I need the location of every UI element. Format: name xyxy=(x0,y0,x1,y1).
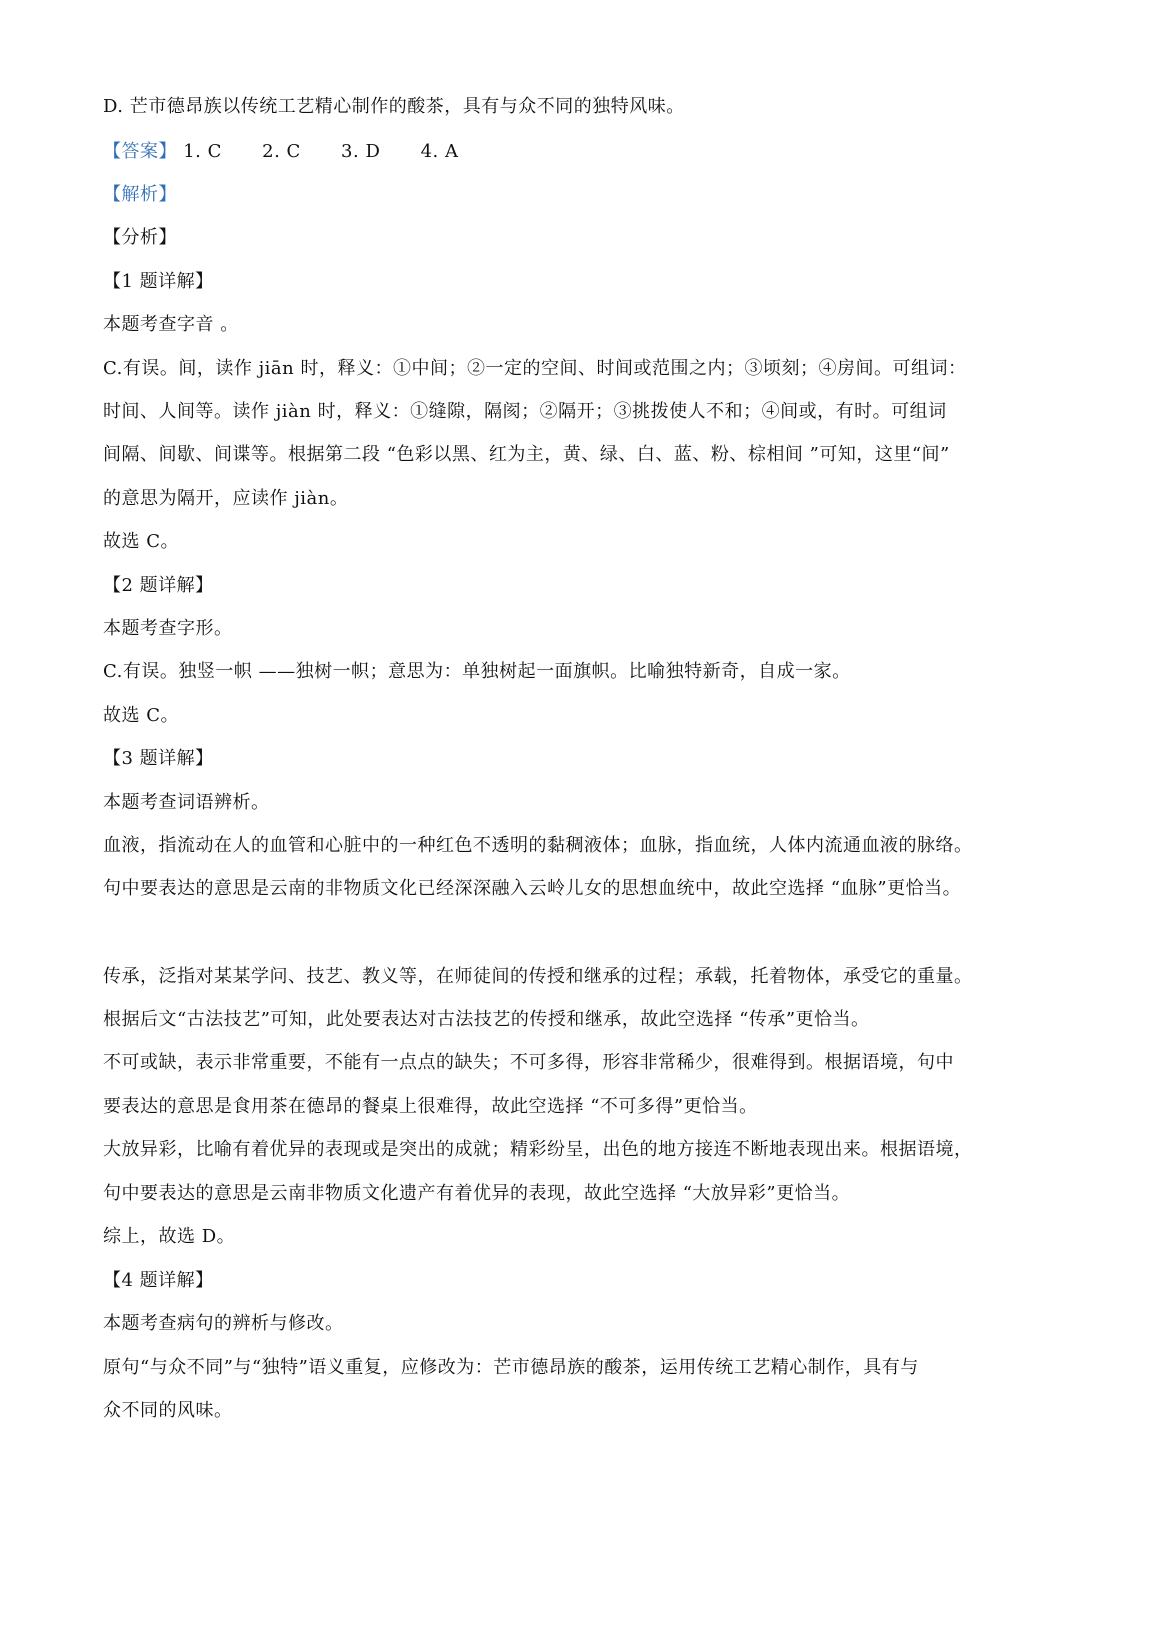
q3-line-9: 句中要表达的意思是云南非物质文化遗产有着优异的表现，故此空选择 “大放异彩”更恰当。 xyxy=(103,1183,851,1204)
answer-line xyxy=(103,140,493,164)
q4-line-3: 众不同的风味。 xyxy=(103,1400,233,1421)
q4-line-2: 原句“与众不同”与“独特”语义重复，应修改为：芒市德昂族的酸茶，运用传统工艺精心制作，具有与 xyxy=(103,1357,919,1378)
q1-line-6: 故选 C。 xyxy=(103,531,179,552)
q3-heading: 【3 题详解】 xyxy=(103,748,214,769)
answer-tag: 【答案】 xyxy=(103,141,177,162)
q1-line-1: 本题考查字音 。 xyxy=(103,314,239,335)
answer-item-3: 3. D xyxy=(341,141,381,162)
q2-heading: 【2 题详解】 xyxy=(103,575,214,596)
q1-heading: 【1 题详解】 xyxy=(103,271,214,292)
q3-line-2: 血液，指流动在人的血管和心脏中的一种红色不透明的黏稠液体；血脉，指血统，人体内流通血液的脉络。 xyxy=(103,835,973,856)
q3-line-6: 不可或缺，表示非常重要，不能有一点点的缺失；不可多得，形容非常稀少，很难得到。根据语境，句中 xyxy=(103,1052,954,1073)
answer-item-1: 1. C xyxy=(183,141,222,162)
q1-line-4: 间隔、间歇、间谍等。根据第二段 “色彩以黑、红为主，黄、绿、白、蓝、粉、棕相间 ”可知，这里“间” xyxy=(103,444,950,465)
q2-line-2: C.有误。独竖一帜 ——独树一帜；意思为：单独树起一面旗帜。比喻独特新奇，自成一家。 xyxy=(103,661,851,682)
analysis-tag: 【解析】 xyxy=(103,184,177,205)
q2-line-3: 故选 C。 xyxy=(103,705,179,726)
q1-line-2: C.有误。间，读作 jiān 时，释义：①中间；②一定的空间、时间或范围之内；③顷刻；④房间。可组词： xyxy=(103,358,967,379)
q4-heading: 【4 题详解】 xyxy=(103,1270,214,1291)
fenxi-heading: 【分析】 xyxy=(103,227,177,248)
q2-line-1: 本题考查字形。 xyxy=(103,618,233,639)
q3-line-7: 要表达的意思是食用茶在德昂的餐桌上很难得，故此空选择 “不可多得”更恰当。 xyxy=(103,1096,758,1117)
q4-line-1: 本题考查病句的辨析与修改。 xyxy=(103,1313,344,1334)
q3-line-3: 句中要表达的意思是云南的非物质文化已经深深融入云岭儿女的思想血统中，故此空选择 “血脉”更恰当。 xyxy=(103,878,962,899)
q1-line-5: 的意思为隔开，应读作 jiàn。 xyxy=(103,488,349,509)
q3-line-4: 传承，泛指对某某学问、技艺、教义等，在师徒间的传授和继承的过程；承载，托着物体，承受它的重量。 xyxy=(103,966,973,987)
answer-item-2: 2. C xyxy=(262,141,301,162)
q1-line-3: 时间、人间等。读作 jiàn 时，释义：①缝隙，隔阂；②隔开；③挑拨使人不和；④间或，有时。可组词 xyxy=(103,401,947,422)
answer-item-4: 4. A xyxy=(420,141,459,162)
q3-line-1: 本题考查词语辨析。 xyxy=(103,792,270,813)
q3-line-10: 综上，故选 D。 xyxy=(103,1226,236,1247)
option-d-text: D. 芒市德昂族以传统工艺精心制作的酸茶，具有与众不同的独特风味。 xyxy=(103,96,685,117)
q3-line-8: 大放异彩，比喻有着优异的表现或是突出的成就；精彩纷呈，出色的地方接连不断地表现出来。根据语境， xyxy=(103,1139,973,1160)
q3-line-5: 根据后文“古法技艺”可知，此处要表达对古法技艺的传授和继承，故此空选择 “传承”更恰当。 xyxy=(103,1009,870,1030)
